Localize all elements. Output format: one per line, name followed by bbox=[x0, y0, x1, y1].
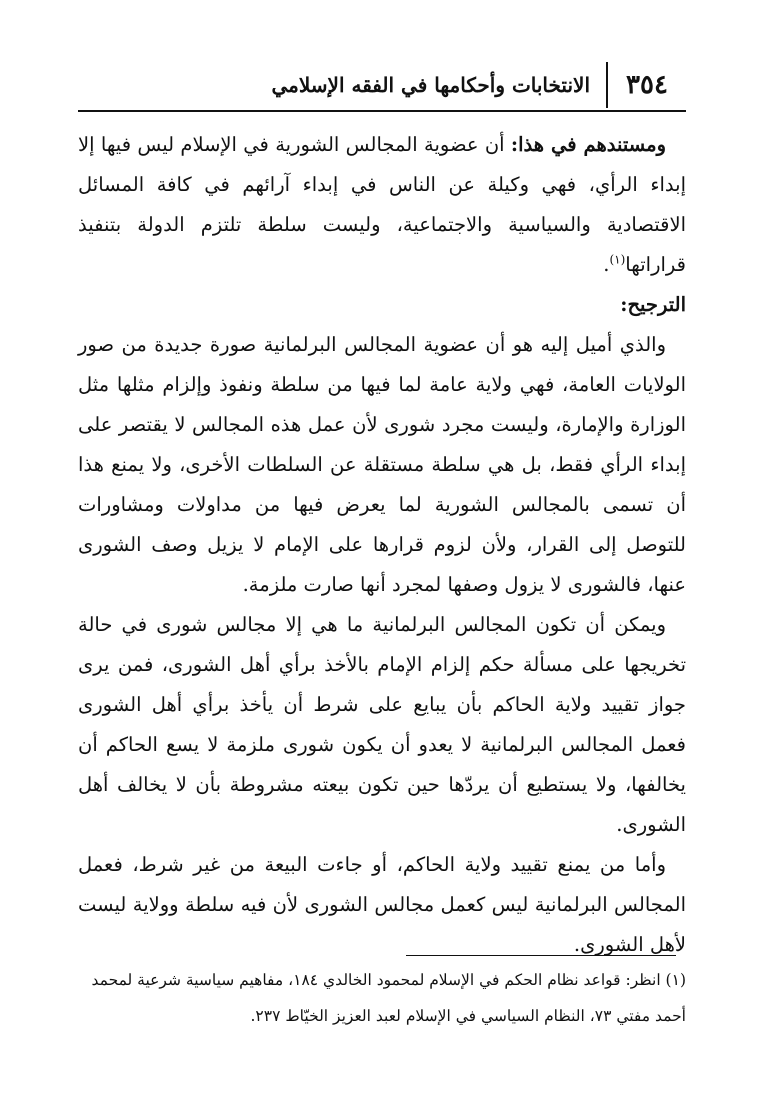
running-title: الانتخابات وأحكامها في الفقه الإسلامي bbox=[271, 73, 590, 97]
page-number: ٣٥٤ bbox=[606, 62, 686, 108]
paragraph-restriction: وأما من يمنع تقييد ولاية الحاكم، أو جاءت البيعة من غير شرط، فعمل المجالس البرلمانية ليس كعمل مجالس الشورى لأن فيه سلطة وولاية ليست لأهل الشورى. bbox=[78, 853, 686, 956]
paragraph-text: أن عضوية المجالس الشورية في الإسلام ليس فيها إلا إبداء الرأي، فهي وكيلة عن الناس في إبداء آرائهم في كافة المسائل الاقتصادية والسياسية والاجتماعية، وليست سلطة تلتزم الدولة بتنفيذ قراراتها bbox=[78, 133, 686, 276]
footnote-divider bbox=[406, 955, 676, 956]
paragraph-binding-shura: ويمكن أن تكون المجالس البرلمانية ما هي إلا مجالس شورى في حالة تخريجها على مسألة حكم إلزام الإمام بالأخذ برأي أهل الشورى، فمن يرى جواز تقييد ولاية الحاكم بأن يبايع على شرط أن يأخذ برأي أهل الشورى فعمل المجالس البرلمانية لا يعدو أن يكون شورى ملزمة لا يسع الحاكم أن يخالفها، ولا يستطيع أن يردّها حين تكون بيعته مشروطة بأن لا يخالف أهل الشورى. bbox=[78, 613, 686, 836]
footnote-line-2: أحمد مفتي ٧٣، النظام السياسي في الإسلام لعبد العزيز الخيّاط ٢٣٧. bbox=[250, 1007, 686, 1025]
paragraph-preference: والذي أميل إليه هو أن عضوية المجالس البرلمانية صورة جديدة من صور الولايات العامة، فهي ولاية عامة لما فيها من سلطة ونفوذ وإلزام مثلها مثل الوزارة والإمارة، وليست مجرد شورى لأن عمل هذه المجالس لا يقتصر على إبداء الرأي فقط، بل هي سلطة مستقلة عن السلطات الأخرى، ولا يمنع هذا أن تسمى بالمجالس الشورية لما يعرض فيها من مداولات ومشاورات للتوصل إلى القرار، ولأن لزوم قرارها على الإمام لا يزيل وصف الشورى عنها، فالشورى لا يزول وصفها لمجرد أنها صارت ملزمة. bbox=[78, 333, 686, 596]
paragraph-end: . bbox=[603, 253, 610, 276]
footnote-reference: (١) bbox=[609, 252, 626, 267]
section-heading: الترجيح: bbox=[620, 293, 686, 316]
footnote-line-1: (١) انظر: قواعد نظام الحكم في الإسلام لمحمود الخالدي ١٨٤، مفاهيم سياسية شرعية لمحمد bbox=[91, 971, 686, 989]
page-header bbox=[78, 58, 686, 112]
main-text bbox=[78, 125, 686, 965]
paragraph-lead: ومستندهم في هذا: bbox=[510, 133, 666, 156]
paragraph-evidence bbox=[78, 125, 686, 285]
footnote bbox=[78, 962, 686, 1034]
